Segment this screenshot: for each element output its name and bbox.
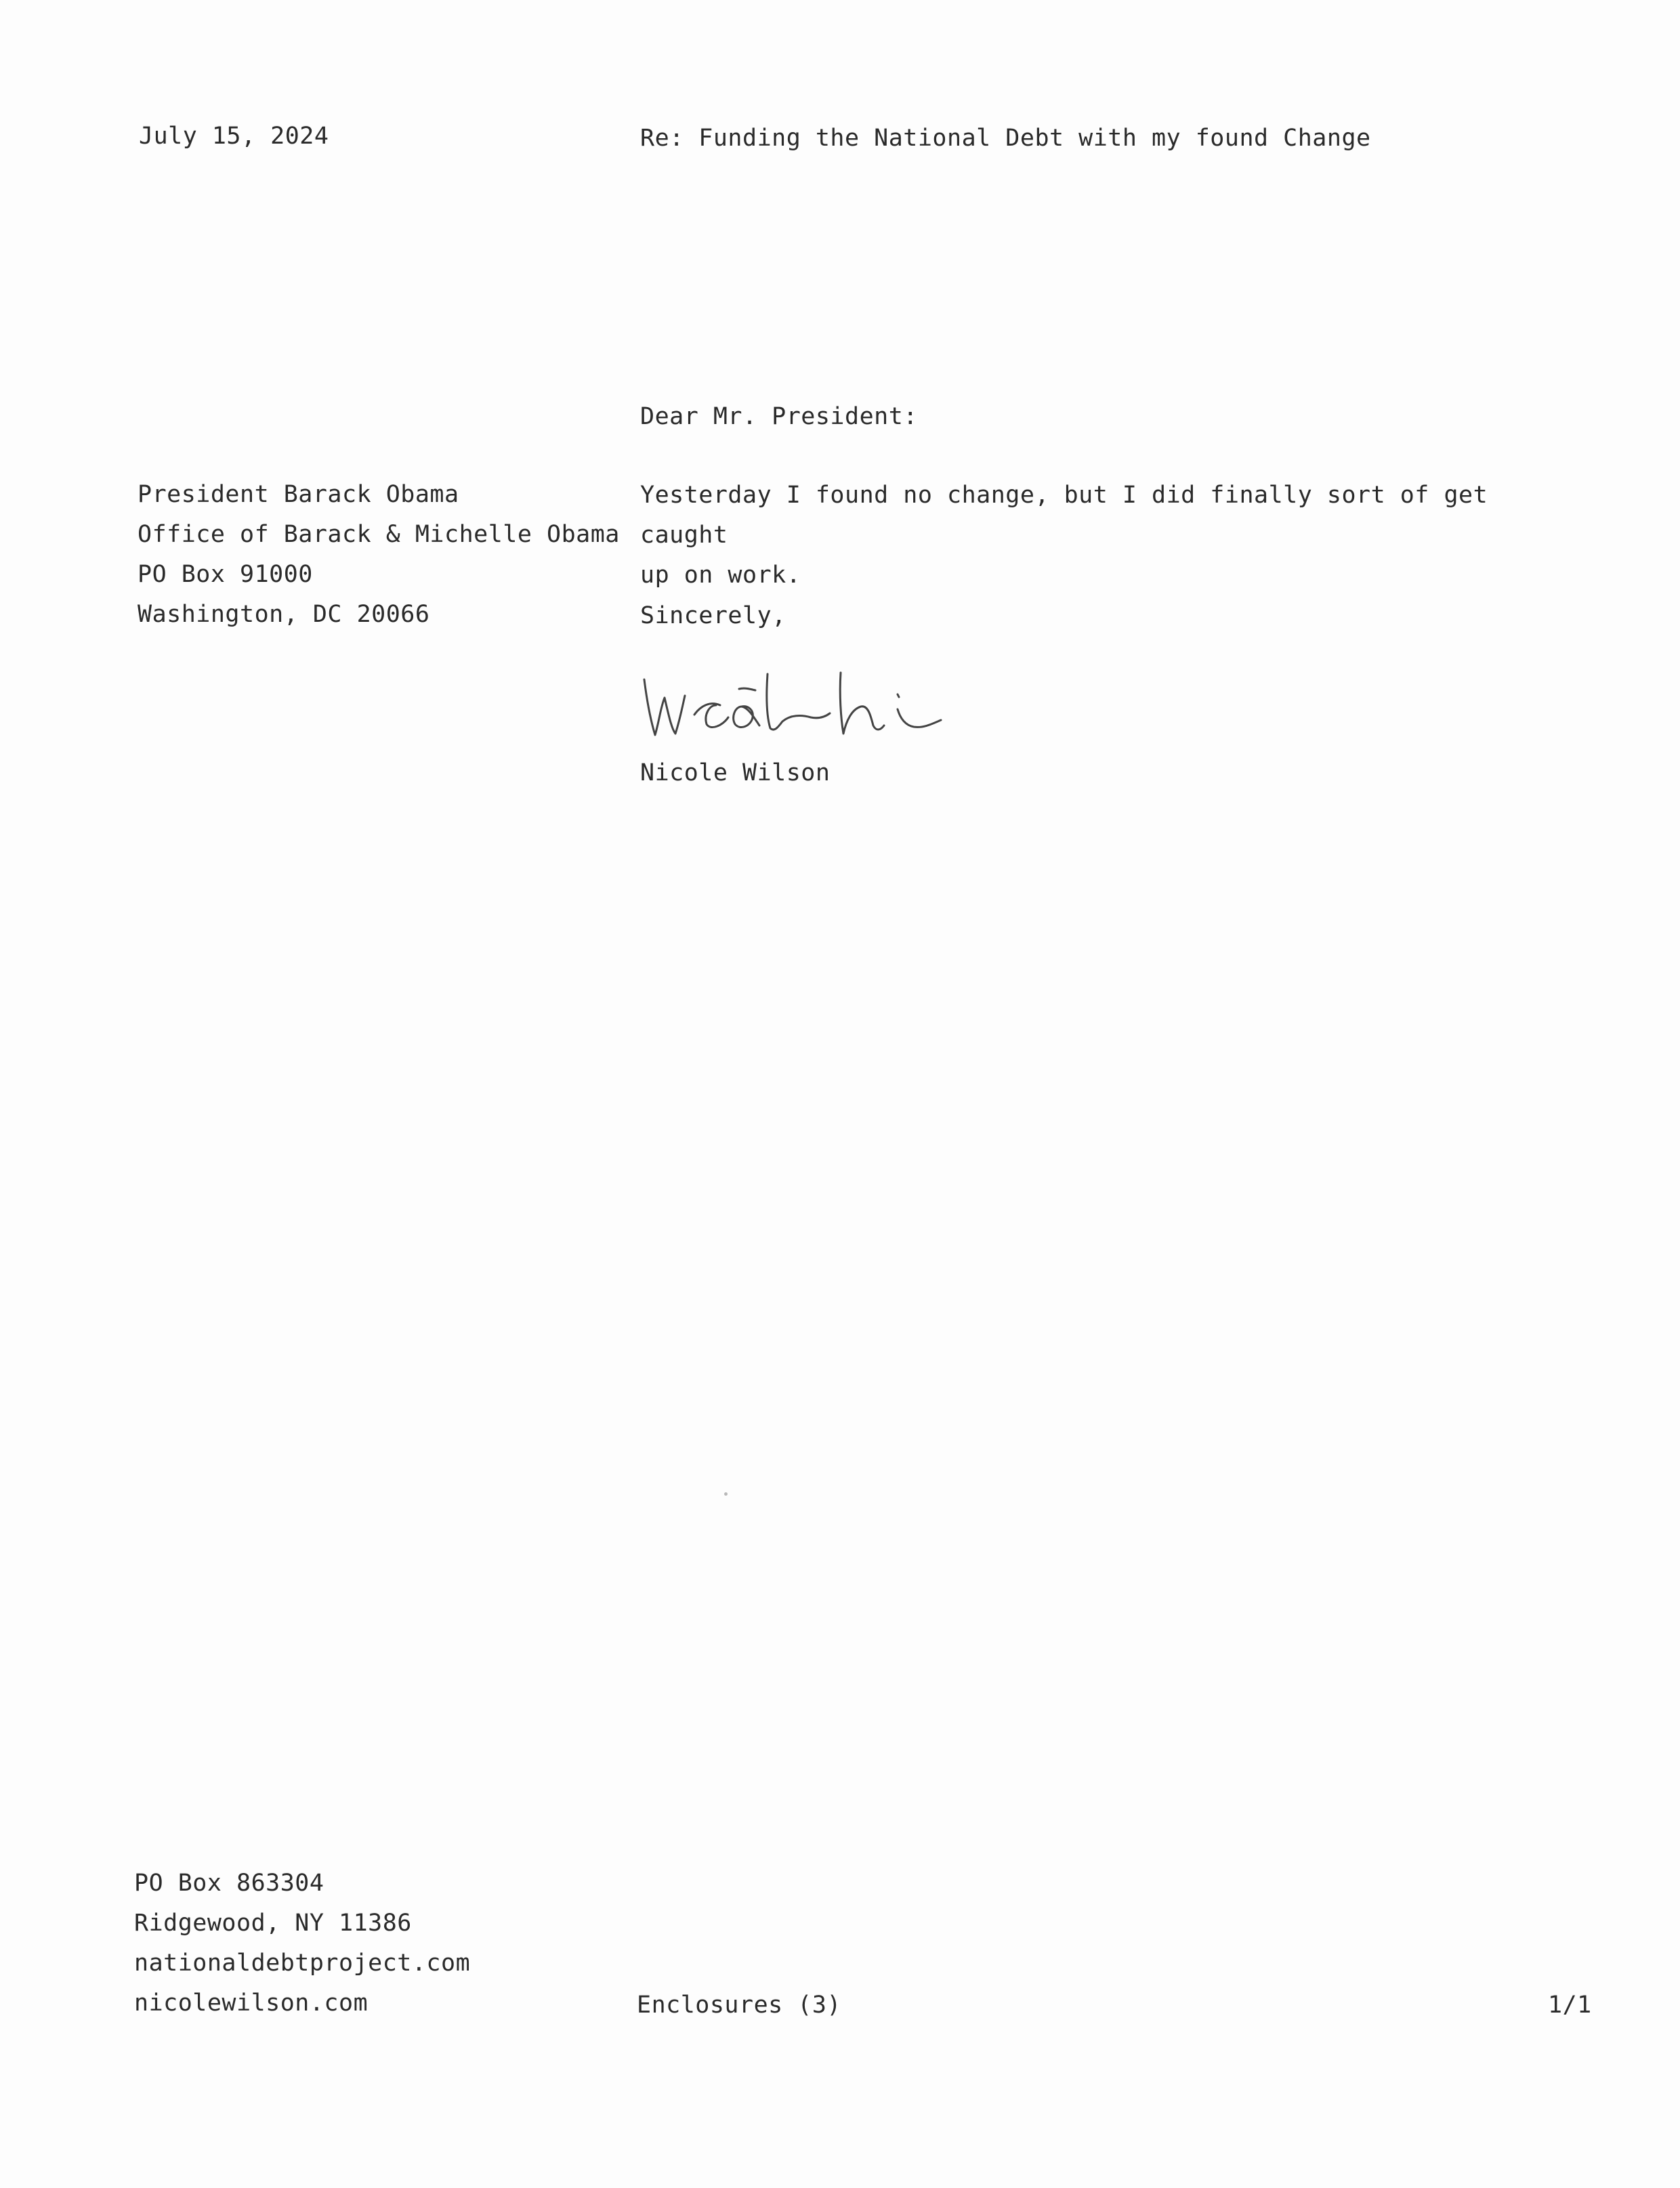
- page-number: 1/1: [1548, 1992, 1592, 2019]
- sender-address: [134, 1864, 470, 2023]
- letter-subject: Re: Funding the National Debt with my found Change: [640, 125, 1371, 152]
- handwritten-signature: [640, 660, 992, 745]
- salutation: Dear Mr. President:: [640, 403, 918, 430]
- recipient-line: President Barack Obama: [138, 481, 459, 508]
- letter-body: [640, 476, 1575, 595]
- recipient-address: [138, 475, 620, 635]
- sender-line: nicolewilson.com: [134, 1990, 369, 2017]
- closing: Sincerely,: [640, 602, 786, 629]
- enclosures-note: Enclosures (3): [637, 1992, 842, 2019]
- sender-line: nationaldebtproject.com: [134, 1950, 471, 1977]
- sender-line: PO Box 863304: [134, 1870, 324, 1897]
- recipient-line: PO Box 91000: [138, 561, 313, 588]
- body-line: up on work.: [640, 562, 801, 589]
- signer-name: Nicole Wilson: [640, 759, 831, 786]
- recipient-line: Office of Barack & Michelle Obama: [138, 521, 620, 548]
- letter-date: July 15, 2024: [139, 123, 329, 150]
- sender-line: Ridgewood, NY 11386: [134, 1910, 412, 1937]
- body-line: Yesterday I found no change, but I did finally sort of get caught: [640, 482, 1488, 549]
- recipient-line: Washington, DC 20066: [138, 601, 430, 628]
- paper-speck: [724, 1492, 728, 1496]
